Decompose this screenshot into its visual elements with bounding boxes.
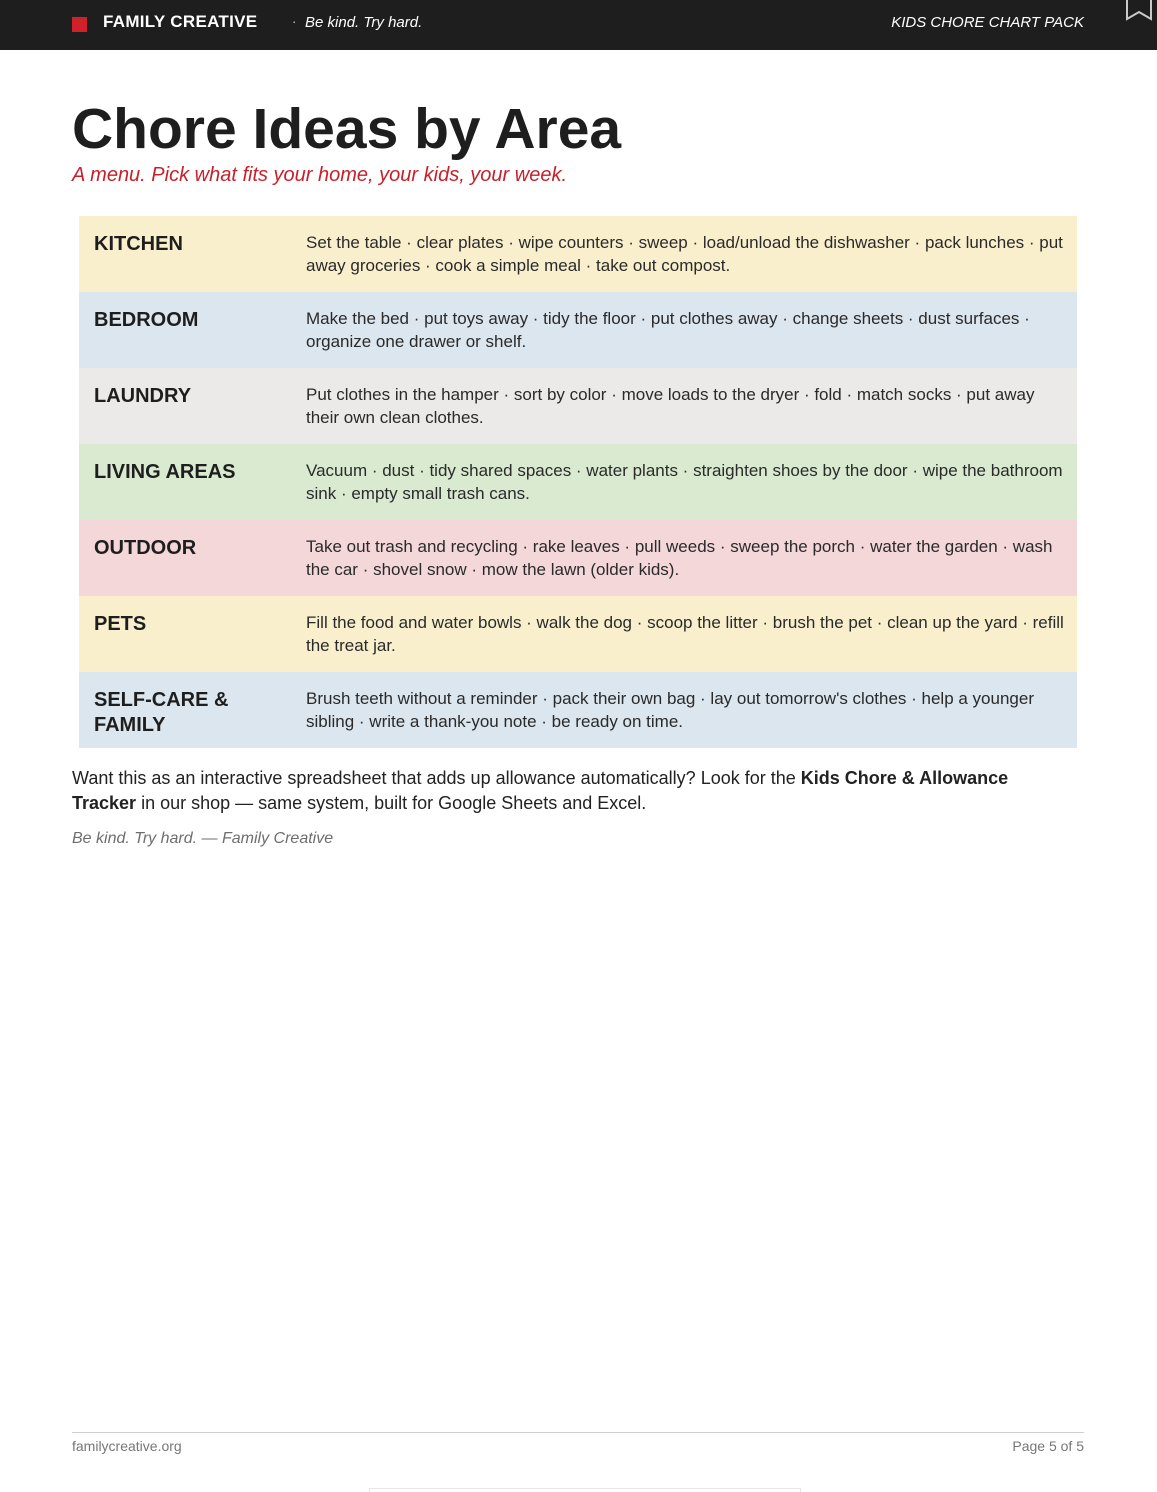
area-row-kitchen [79, 216, 1077, 292]
area-row-self-care-family [79, 672, 1077, 748]
footer-page-number: Page 5 of 5 [1012, 1438, 1084, 1454]
promo-paragraph [72, 766, 1072, 816]
bookmark-icon[interactable] [1124, 0, 1154, 22]
area-ideas: Brush teeth without a reminder · pack their own bag · lay out tomorrow's clothes · help a younger sibling · write a thank-you note · be ready on time. [306, 689, 1034, 731]
area-row-living-areas [79, 444, 1077, 520]
area-name: LAUNDRY [94, 385, 192, 407]
area-ideas: Vacuum · dust · tidy shared spaces · water plants · straighten shoes by the door · wipe the bathroom sink · empty small trash cans. [306, 461, 1063, 503]
area-row-laundry [79, 368, 1077, 444]
brand-name: FAMILY CREATIVE [103, 12, 258, 31]
header-separator: · [292, 14, 297, 29]
area-ideas: Take out trash and recycling · rake leaves · pull weeds · sweep the porch · water the garden · wash the car · shovel snow · mow the lawn (older kids). [306, 537, 1053, 579]
signoff: Be kind. Try hard. — Family Creative [72, 830, 334, 847]
footer-site[interactable]: familycreative.org [72, 1438, 182, 1454]
header-product-name: KIDS CHORE CHART PACK [891, 14, 1084, 31]
area-name: OUTDOOR [94, 537, 197, 559]
header-bar [0, 0, 1157, 50]
chore-ideas-table [79, 216, 1077, 748]
area-name: KITCHEN [94, 233, 183, 255]
page-subtitle: A menu. Pick what fits your home, your kids, your week. [72, 164, 568, 186]
area-ideas: Fill the food and water bowls · walk the dog · scoop the litter · brush the pet · clean up the yard · refill the treat jar. [306, 613, 1064, 655]
area-name: SELF-CARE & FAMILY [94, 689, 229, 736]
area-row-pets [79, 596, 1077, 672]
footer-divider [72, 1432, 1084, 1433]
area-name: PETS [94, 613, 147, 635]
area-ideas: Put clothes in the hamper · sort by color · move loads to the dryer · fold · match socks · put away their own clean clothes. [306, 385, 1035, 427]
next-page-edge [369, 1488, 801, 1492]
area-row-outdoor [79, 520, 1077, 596]
brand-mark [72, 17, 87, 32]
promo-tail: in our shop — same system, built for Google Sheets and Excel. [136, 793, 647, 813]
area-ideas: Set the table · clear plates · wipe counters · sweep · load/unload the dishwasher · pack lunches · put away groceries · cook a simple meal · take out compost. [306, 233, 1063, 275]
area-name: LIVING AREAS [94, 461, 236, 483]
area-ideas: Make the bed · put toys away · tidy the floor · put clothes away · change sheets · dust surfaces · organize one drawer or shelf. [306, 309, 1030, 351]
promo-product-name: Kids Chore & Allowance Tracker [72, 768, 1009, 813]
area-name: BEDROOM [94, 309, 199, 331]
area-row-bedroom [79, 292, 1077, 368]
page-title: Chore Ideas by Area [72, 97, 622, 161]
header-tagline: Be kind. Try hard. [305, 14, 423, 31]
promo-lead: Want this as an interactive spreadsheet that adds up allowance automatically? Look for the [72, 768, 801, 788]
